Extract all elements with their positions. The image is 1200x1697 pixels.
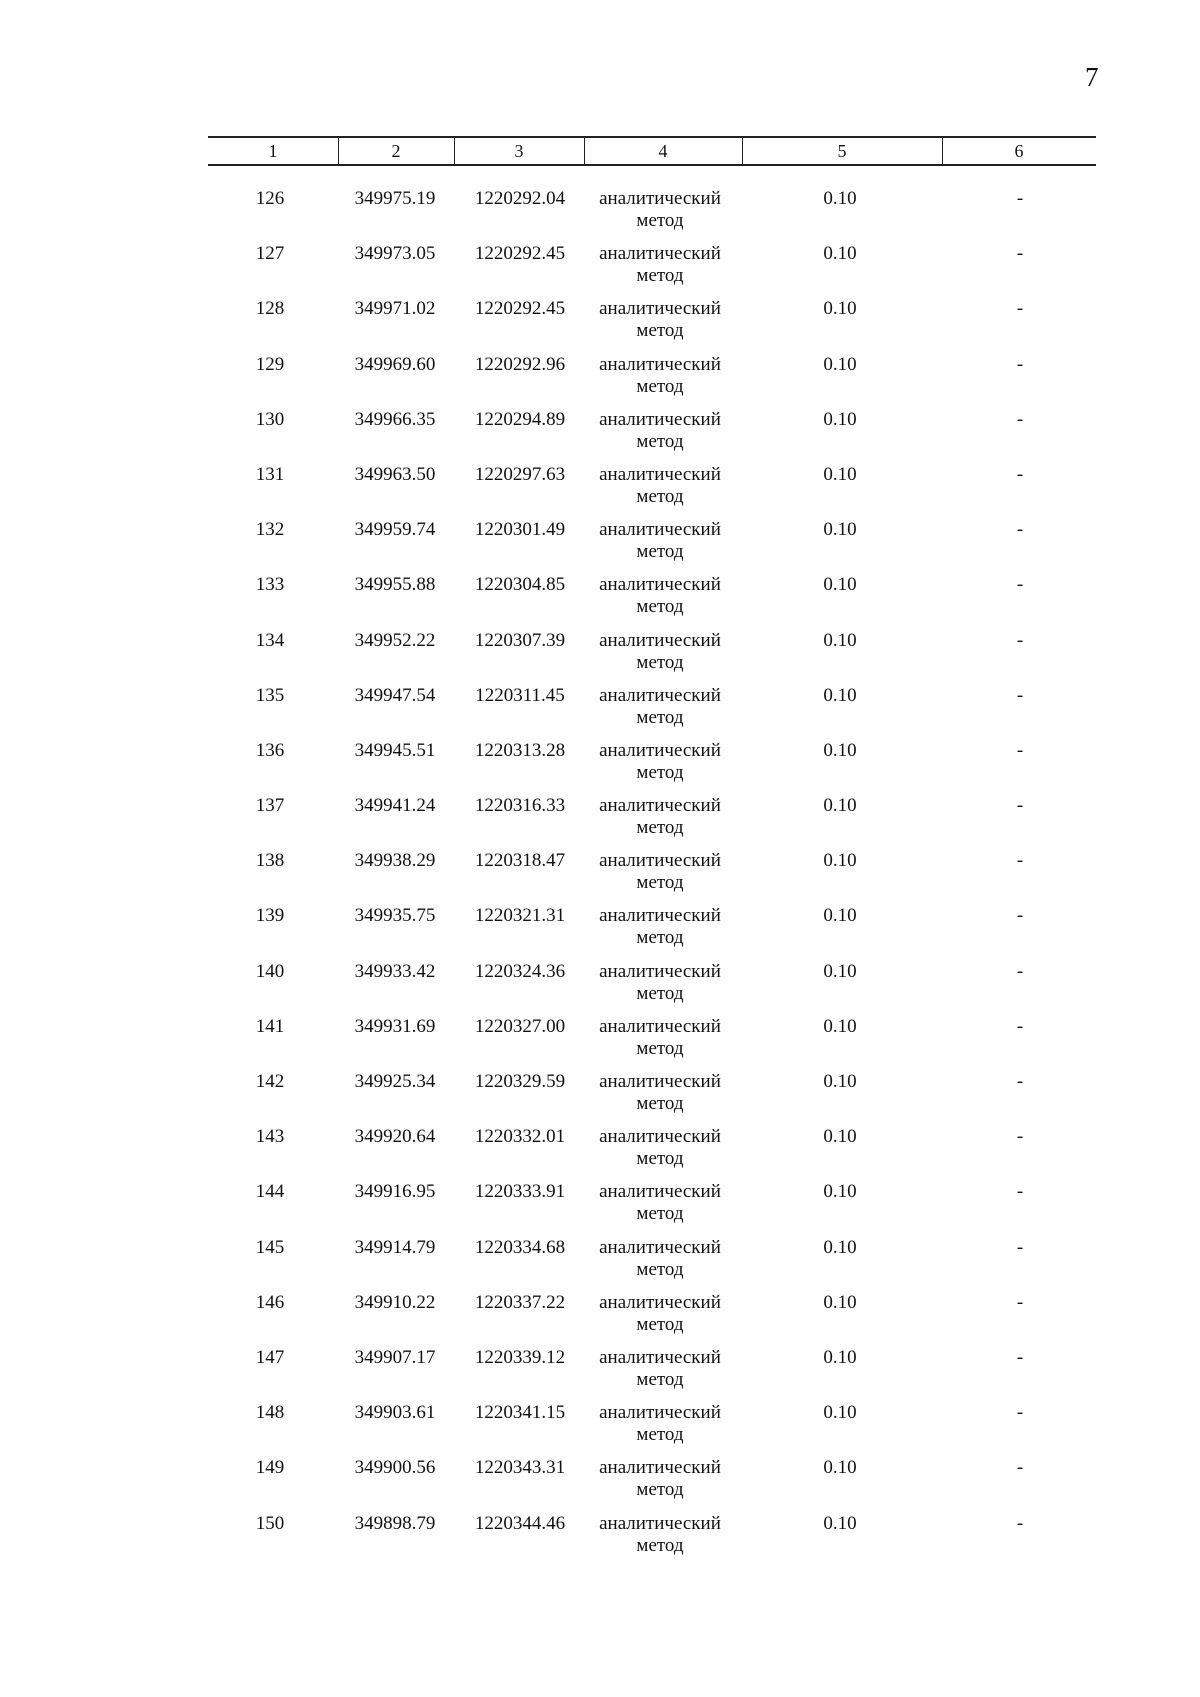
table-row xyxy=(0,243,1200,298)
method-line-1: аналитический xyxy=(599,298,721,320)
coordinate-x: 349969.60 xyxy=(354,353,436,375)
method-cell xyxy=(585,1292,735,1336)
method-line-1: аналитический xyxy=(599,739,721,761)
note-value: - xyxy=(1016,1236,1024,1258)
accuracy-value: 0.10 xyxy=(823,463,857,485)
method-cell xyxy=(585,685,735,729)
table-row xyxy=(0,905,1200,960)
accuracy-value: 0.10 xyxy=(823,1512,857,1534)
coordinate-x: 349935.75 xyxy=(354,905,436,927)
row-number: 136 xyxy=(255,739,285,761)
method-line-1: аналитический xyxy=(599,408,721,430)
table-row xyxy=(0,740,1200,795)
header-col-3: 3 xyxy=(514,141,524,161)
coordinate-y: 1220332.01 xyxy=(474,1126,566,1148)
coordinate-y: 1220344.46 xyxy=(474,1512,566,1534)
method-line-1: аналитический xyxy=(599,353,721,375)
coordinate-y: 1220297.63 xyxy=(474,463,566,485)
row-number: 144 xyxy=(255,1181,285,1203)
method-line-2: метод xyxy=(636,927,684,949)
coordinate-y: 1220334.68 xyxy=(474,1236,566,1258)
method-cell xyxy=(585,795,735,839)
coordinate-x: 349975.19 xyxy=(354,188,436,209)
accuracy-value: 0.10 xyxy=(823,850,857,872)
note-value: - xyxy=(1016,1071,1024,1092)
method-line-2: метод xyxy=(636,872,684,894)
method-line-2: метод xyxy=(636,761,684,783)
method-cell xyxy=(585,354,735,398)
header-col-6: 6 xyxy=(1014,141,1024,161)
coordinate-x: 349907.17 xyxy=(354,1346,436,1368)
coordinate-y: 1220311.45 xyxy=(475,684,565,706)
accuracy-value: 0.10 xyxy=(823,353,857,375)
method-cell xyxy=(585,1347,735,1391)
table-row xyxy=(0,1126,1200,1181)
note-value: - xyxy=(1016,298,1024,320)
method-line-2: метод xyxy=(636,1534,684,1556)
row-number: 145 xyxy=(255,1236,285,1258)
method-cell xyxy=(585,188,735,232)
row-number: 149 xyxy=(255,1457,285,1479)
table-row xyxy=(0,1513,1200,1568)
method-line-1: аналитический xyxy=(599,1402,721,1424)
coordinate-x: 349971.02 xyxy=(354,298,436,320)
coordinate-x: 349933.42 xyxy=(354,960,436,982)
method-cell xyxy=(585,1181,735,1225)
method-line-1: аналитический xyxy=(599,1071,721,1092)
coordinate-x: 349903.61 xyxy=(354,1402,436,1424)
note-value: - xyxy=(1016,1402,1024,1424)
coordinate-y: 1220337.22 xyxy=(474,1291,566,1313)
coordinate-y: 1220343.31 xyxy=(474,1457,566,1479)
method-line-1: аналитический xyxy=(599,850,721,872)
table-row xyxy=(0,1181,1200,1236)
note-value: - xyxy=(1016,850,1024,872)
coordinate-y: 1220294.89 xyxy=(474,408,566,430)
method-line-1: аналитический xyxy=(599,1457,721,1479)
table-row xyxy=(0,1347,1200,1402)
method-line-1: аналитический xyxy=(599,1512,721,1534)
accuracy-value: 0.10 xyxy=(823,1346,857,1368)
note-value: - xyxy=(1016,1346,1024,1368)
row-number: 142 xyxy=(255,1071,285,1092)
method-cell xyxy=(585,1016,735,1060)
coordinate-y: 1220329.59 xyxy=(474,1071,566,1092)
row-number: 130 xyxy=(255,408,285,430)
coordinate-x: 349914.79 xyxy=(354,1236,436,1258)
method-line-1: аналитический xyxy=(599,1346,721,1368)
table-row xyxy=(0,685,1200,740)
table-row xyxy=(0,519,1200,574)
coordinate-y: 1220292.45 xyxy=(474,298,566,320)
coordinate-y: 1220341.15 xyxy=(474,1402,566,1424)
accuracy-value: 0.10 xyxy=(823,298,857,320)
header-col-4: 4 xyxy=(658,141,668,161)
note-value: - xyxy=(1016,188,1024,209)
coordinate-x: 349952.22 xyxy=(354,629,436,651)
method-cell xyxy=(585,464,735,508)
method-cell xyxy=(585,574,735,618)
method-cell xyxy=(585,1457,735,1501)
method-line-1: аналитический xyxy=(599,574,721,596)
coordinate-x: 349941.24 xyxy=(354,795,436,817)
note-value: - xyxy=(1016,1512,1024,1534)
table-body xyxy=(0,188,1200,1568)
coordinate-x: 349947.54 xyxy=(354,684,436,706)
note-value: - xyxy=(1016,739,1024,761)
coordinate-y: 1220313.28 xyxy=(474,739,566,761)
method-line-2: метод xyxy=(636,265,684,287)
table-row xyxy=(0,1457,1200,1512)
coordinate-y: 1220316.33 xyxy=(474,795,566,817)
method-line-2: метод xyxy=(636,485,684,507)
accuracy-value: 0.10 xyxy=(823,1291,857,1313)
method-line-2: метод xyxy=(636,1037,684,1059)
row-number: 127 xyxy=(255,243,285,265)
row-number: 131 xyxy=(255,463,285,485)
accuracy-value: 0.10 xyxy=(823,1181,857,1203)
note-value: - xyxy=(1016,463,1024,485)
page-number: 7 xyxy=(1085,62,1099,92)
coordinate-x: 349931.69 xyxy=(354,1015,436,1037)
coordinate-y: 1220321.31 xyxy=(474,905,566,927)
table-row xyxy=(0,188,1200,243)
table-row xyxy=(0,1237,1200,1292)
note-value: - xyxy=(1016,1457,1024,1479)
method-line-2: метод xyxy=(636,596,684,618)
method-line-1: аналитический xyxy=(599,1181,721,1203)
table-row xyxy=(0,354,1200,409)
row-number: 132 xyxy=(255,519,285,541)
row-number: 129 xyxy=(255,353,285,375)
coordinate-y: 1220304.85 xyxy=(474,574,566,596)
row-number: 128 xyxy=(255,298,285,320)
row-number: 143 xyxy=(255,1126,285,1148)
method-line-1: аналитический xyxy=(599,463,721,485)
row-number: 146 xyxy=(255,1291,285,1313)
coordinate-y: 1220333.91 xyxy=(474,1181,566,1203)
method-line-1: аналитический xyxy=(599,1126,721,1148)
accuracy-value: 0.10 xyxy=(823,960,857,982)
header-col-2: 2 xyxy=(391,141,401,161)
accuracy-value: 0.10 xyxy=(823,1236,857,1258)
table-row xyxy=(0,1402,1200,1457)
accuracy-value: 0.10 xyxy=(823,1126,857,1148)
row-number: 138 xyxy=(255,850,285,872)
method-line-2: метод xyxy=(636,541,684,563)
table-row xyxy=(0,850,1200,905)
note-value: - xyxy=(1016,1291,1024,1313)
accuracy-value: 0.10 xyxy=(823,408,857,430)
method-cell xyxy=(585,243,735,287)
method-cell xyxy=(585,961,735,1005)
method-line-2: метод xyxy=(636,430,684,452)
coordinate-x: 349963.50 xyxy=(354,463,436,485)
table-row xyxy=(0,409,1200,464)
table-row xyxy=(0,464,1200,519)
note-value: - xyxy=(1016,1015,1024,1037)
header-col-1: 1 xyxy=(268,141,278,161)
coordinate-x: 349959.74 xyxy=(354,519,436,541)
accuracy-value: 0.10 xyxy=(823,739,857,761)
table-row xyxy=(0,1292,1200,1347)
coordinate-x: 349955.88 xyxy=(354,574,436,596)
note-value: - xyxy=(1016,574,1024,596)
accuracy-value: 0.10 xyxy=(823,1015,857,1037)
coordinate-x: 349898.79 xyxy=(354,1512,436,1534)
method-line-2: метод xyxy=(636,651,684,673)
accuracy-value: 0.10 xyxy=(823,519,857,541)
row-number: 139 xyxy=(255,905,285,927)
coordinate-x: 349945.51 xyxy=(354,739,436,761)
accuracy-value: 0.10 xyxy=(823,905,857,927)
table-row xyxy=(0,630,1200,685)
accuracy-value: 0.10 xyxy=(823,574,857,596)
accuracy-value: 0.10 xyxy=(823,1457,857,1479)
note-value: - xyxy=(1016,519,1024,541)
table-row xyxy=(0,795,1200,850)
row-number: 135 xyxy=(255,684,285,706)
coordinate-y: 1220292.96 xyxy=(474,353,566,375)
method-line-1: аналитический xyxy=(599,795,721,817)
method-line-1: аналитический xyxy=(599,519,721,541)
method-line-2: метод xyxy=(636,1203,684,1225)
method-cell xyxy=(585,905,735,949)
row-number: 147 xyxy=(255,1346,285,1368)
note-value: - xyxy=(1016,905,1024,927)
coordinate-y: 1220324.36 xyxy=(474,960,566,982)
accuracy-value: 0.10 xyxy=(823,1402,857,1424)
method-cell xyxy=(585,1513,735,1557)
coordinate-x: 349938.29 xyxy=(354,850,436,872)
table-row xyxy=(0,961,1200,1016)
method-cell xyxy=(585,630,735,674)
row-number: 137 xyxy=(255,795,285,817)
note-value: - xyxy=(1016,408,1024,430)
coordinate-x: 349973.05 xyxy=(354,243,436,265)
method-line-2: метод xyxy=(636,375,684,397)
method-line-1: аналитический xyxy=(599,1015,721,1037)
coordinate-x: 349966.35 xyxy=(354,408,436,430)
note-value: - xyxy=(1016,629,1024,651)
note-value: - xyxy=(1016,684,1024,706)
note-value: - xyxy=(1016,960,1024,982)
method-line-1: аналитический xyxy=(599,1291,721,1313)
row-number: 148 xyxy=(255,1402,285,1424)
coordinate-y: 1220301.49 xyxy=(474,519,566,541)
method-line-1: аналитический xyxy=(599,243,721,265)
note-value: - xyxy=(1016,353,1024,375)
method-line-2: метод xyxy=(636,1424,684,1446)
method-cell xyxy=(585,1126,735,1170)
coordinate-x: 349920.64 xyxy=(354,1126,436,1148)
row-number: 140 xyxy=(255,960,285,982)
note-value: - xyxy=(1016,1126,1024,1148)
row-number: 150 xyxy=(255,1512,285,1534)
method-line-2: метод xyxy=(636,1313,684,1335)
coordinate-x: 349900.56 xyxy=(354,1457,436,1479)
method-cell xyxy=(585,850,735,894)
method-line-2: метод xyxy=(636,1093,684,1114)
method-line-2: метод xyxy=(636,706,684,728)
method-line-2: метод xyxy=(636,982,684,1004)
coordinate-x: 349925.34 xyxy=(354,1071,436,1092)
accuracy-value: 0.10 xyxy=(823,629,857,651)
method-cell xyxy=(585,409,735,453)
coordinate-x: 349910.22 xyxy=(354,1291,436,1313)
header-col-5: 5 xyxy=(837,141,847,161)
method-line-2: метод xyxy=(636,1258,684,1280)
method-cell xyxy=(585,740,735,784)
row-number: 141 xyxy=(255,1015,285,1037)
note-value: - xyxy=(1016,243,1024,265)
method-line-1: аналитический xyxy=(599,905,721,927)
coordinate-y: 1220292.04 xyxy=(474,188,566,209)
method-cell xyxy=(585,1402,735,1446)
coordinate-y: 1220292.45 xyxy=(474,243,566,265)
coordinate-y: 1220327.00 xyxy=(474,1015,566,1037)
method-line-1: аналитический xyxy=(599,188,721,209)
method-cell xyxy=(585,298,735,342)
table-row xyxy=(0,298,1200,353)
method-cell xyxy=(585,519,735,563)
row-number: 126 xyxy=(255,188,285,209)
method-line-1: аналитический xyxy=(599,629,721,651)
accuracy-value: 0.10 xyxy=(823,188,857,209)
method-line-2: метод xyxy=(636,1148,684,1170)
coordinate-y: 1220318.47 xyxy=(474,850,566,872)
method-line-2: метод xyxy=(636,1368,684,1390)
accuracy-value: 0.10 xyxy=(823,1071,857,1092)
method-line-1: аналитический xyxy=(599,1236,721,1258)
method-line-2: метод xyxy=(636,320,684,342)
accuracy-value: 0.10 xyxy=(823,243,857,265)
coordinate-y: 1220307.39 xyxy=(474,629,566,651)
row-number: 133 xyxy=(255,574,285,596)
method-line-1: аналитический xyxy=(599,684,721,706)
method-cell xyxy=(585,1071,735,1115)
method-line-2: метод xyxy=(636,1479,684,1501)
method-cell xyxy=(585,1237,735,1281)
coordinate-y: 1220339.12 xyxy=(474,1346,566,1368)
table-row xyxy=(0,1071,1200,1126)
accuracy-value: 0.10 xyxy=(823,795,857,817)
row-number: 134 xyxy=(255,629,285,651)
method-line-2: метод xyxy=(636,817,684,839)
table-header xyxy=(208,136,1096,166)
table-row xyxy=(0,1016,1200,1071)
note-value: - xyxy=(1016,795,1024,817)
method-line-2: метод xyxy=(636,210,684,231)
method-line-1: аналитический xyxy=(599,960,721,982)
table-row xyxy=(0,574,1200,629)
note-value: - xyxy=(1016,1181,1024,1203)
accuracy-value: 0.10 xyxy=(823,684,857,706)
coordinate-x: 349916.95 xyxy=(354,1181,436,1203)
